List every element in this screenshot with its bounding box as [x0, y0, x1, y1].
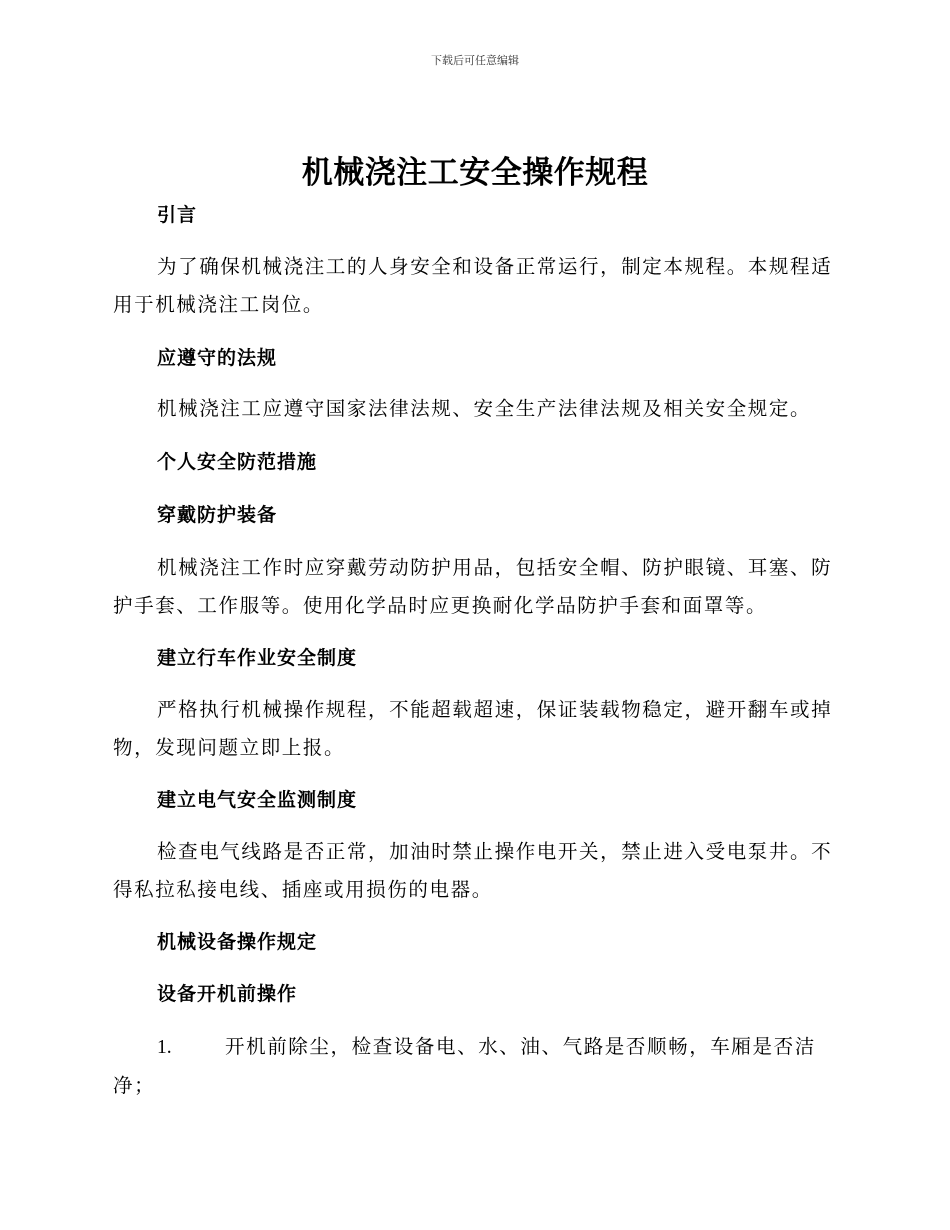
paragraph-vehicle-safety: 严格执行机械操作规程，不能超载超速，保证装载物稳定，避开翻车或掉物，发现问题立即上报。: [113, 698, 833, 759]
section-heading-vehicle-safety: 建立行车作业安全制度: [157, 647, 358, 669]
list-item: [113, 1028, 833, 1105]
list-item-text: 开机前除尘，检查设备电、水、油、气路是否顺畅，车厢是否洁净；: [113, 1035, 816, 1097]
section-heading-startup: 设备开机前操作: [157, 983, 298, 1005]
section-heading-electrical-safety: 建立电气安全监测制度: [157, 789, 358, 811]
section-heading-equipment: 机械设备操作规定: [157, 931, 318, 953]
section-heading-personal-safety: 个人安全防范措施: [157, 451, 318, 473]
paragraph-electrical-safety: 检查电气线路是否正常，加油时禁止操作电开关，禁止进入受电泵井。不得私拉私接电线、插座或用损伤的电器。: [113, 840, 833, 901]
paragraph-ppe: 机械浇注工作时应穿戴劳动防护用品，包括安全帽、防护眼镜、耳塞、防护手套、工作服等。使用化学品时应更换耐化学品防护手套和面罩等。: [113, 556, 833, 617]
paragraph-intro: 为了确保机械浇注工的人身安全和设备正常运行，制定本规程。本规程适用于机械浇注工岗位。: [113, 255, 833, 316]
section-heading-ppe: 穿戴防护装备: [157, 504, 278, 526]
document-title: 机械浇注工安全操作规程: [301, 155, 649, 191]
section-heading-intro: 引言: [157, 204, 198, 226]
list-item-number: 1.: [157, 1037, 172, 1058]
paragraph-laws: 机械浇注工应遵守国家法律法规、安全生产法律法规及相关安全规定。: [157, 397, 812, 420]
header-note: 下载后可任意编辑: [431, 54, 519, 67]
section-heading-laws: 应遵守的法规: [157, 347, 278, 369]
